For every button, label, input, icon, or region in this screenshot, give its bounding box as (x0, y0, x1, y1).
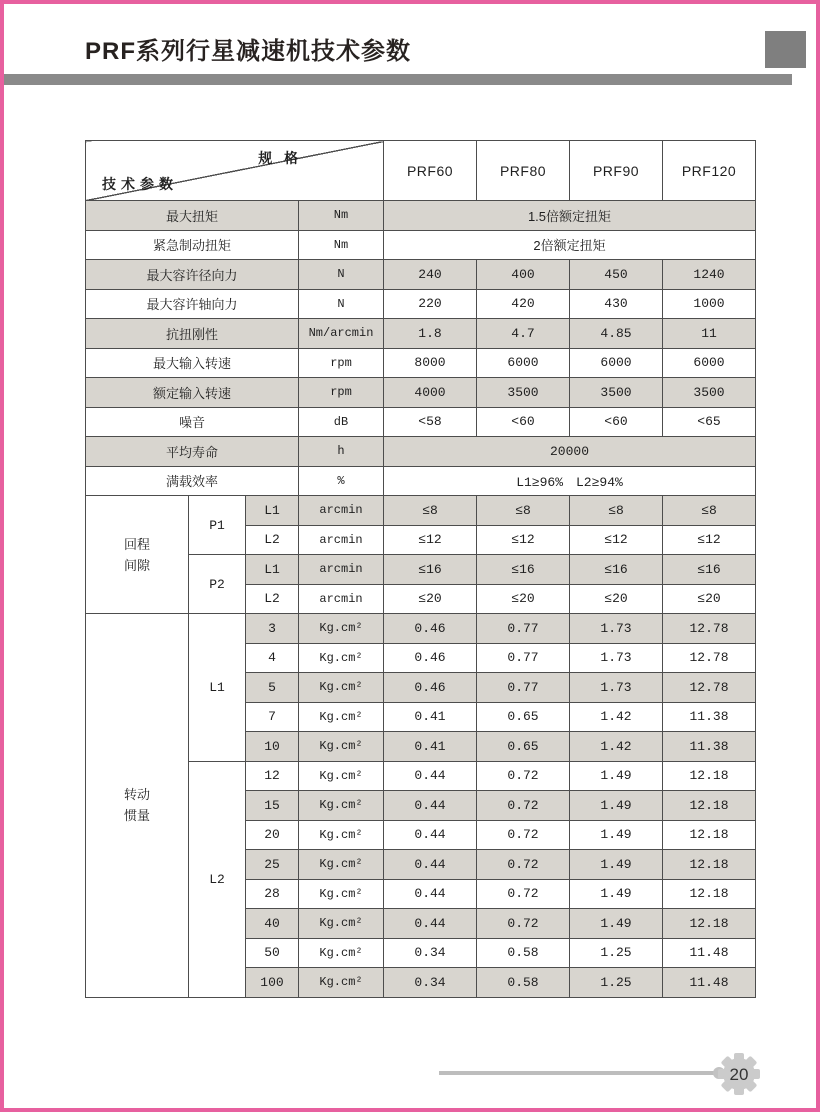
value-cell: ≤20 (570, 584, 663, 614)
page-title: PRF系列行星减速机技术参数 (85, 38, 411, 65)
section-label-inertia: 转动惯量 (86, 614, 189, 998)
value-cell: 450 (570, 260, 663, 290)
unit-cell: % (299, 466, 384, 496)
value-cell: 6000 (477, 348, 570, 378)
value-cell: ≤20 (384, 584, 477, 614)
value-cell: 0.58 (477, 938, 570, 968)
unit-cell: arcmin (299, 555, 384, 585)
value-cell: 1.49 (570, 820, 663, 850)
value-cell: 3500 (477, 378, 570, 408)
value-cell: 4.7 (477, 319, 570, 349)
param-name-cell: 最大容许轴向力 (86, 289, 299, 319)
value-cell: 3500 (663, 378, 756, 408)
stage-cell: L1 (246, 555, 299, 585)
unit-cell: Nm (299, 201, 384, 231)
span-value-cell: 2倍额定扭矩 (384, 230, 756, 260)
param-name-cell: 平均寿命 (86, 437, 299, 467)
unit-cell: Nm/arcmin (299, 319, 384, 349)
value-cell: 0.44 (384, 820, 477, 850)
value-cell: 0.34 (384, 968, 477, 998)
unit-cell: N (299, 260, 384, 290)
value-cell: ≤12 (570, 525, 663, 555)
unit-cell: Kg.cm² (299, 702, 384, 732)
value-cell: 1.73 (570, 673, 663, 703)
value-cell: 1.25 (570, 968, 663, 998)
value-cell: 11.38 (663, 732, 756, 762)
value-cell: 1.49 (570, 909, 663, 939)
ratio-cell: 40 (246, 909, 299, 939)
value-cell: 6000 (570, 348, 663, 378)
unit-cell: Nm (299, 230, 384, 260)
section-label-backlash: 回程间隙 (86, 496, 189, 614)
value-cell: 0.58 (477, 968, 570, 998)
value-cell: 11.38 (663, 702, 756, 732)
value-cell: 400 (477, 260, 570, 290)
page-number-gear-icon (716, 1051, 762, 1097)
unit-cell: Kg.cm² (299, 614, 384, 644)
model-header-prf60: PRF60 (384, 141, 477, 201)
value-cell: 0.72 (477, 850, 570, 880)
param-name-cell: 抗扭刚性 (86, 319, 299, 349)
value-cell: 11 (663, 319, 756, 349)
span-value-cell: 1.5倍额定扭矩 (384, 201, 756, 231)
header-param-label: 技术参数 (102, 176, 178, 192)
value-cell: ≤16 (384, 555, 477, 585)
value-cell: 12.18 (663, 791, 756, 821)
value-cell: <65 (663, 407, 756, 437)
value-cell: 1240 (663, 260, 756, 290)
param-name-cell: 满载效率 (86, 466, 299, 496)
value-cell: <58 (384, 407, 477, 437)
unit-cell: rpm (299, 378, 384, 408)
diagonal-header-cell (86, 141, 384, 201)
param-name-cell: 紧急制动扭矩 (86, 230, 299, 260)
param-name-cell: 噪音 (86, 407, 299, 437)
ratio-cell: 7 (246, 702, 299, 732)
value-cell: ≤8 (384, 496, 477, 526)
value-cell: 240 (384, 260, 477, 290)
value-cell: 0.72 (477, 909, 570, 939)
value-cell: 1.73 (570, 614, 663, 644)
value-cell: ≤8 (477, 496, 570, 526)
value-cell: 430 (570, 289, 663, 319)
value-cell: 8000 (384, 348, 477, 378)
value-cell: 0.44 (384, 791, 477, 821)
unit-cell: Kg.cm² (299, 909, 384, 939)
value-cell: ≤20 (477, 584, 570, 614)
value-cell: 0.77 (477, 673, 570, 703)
param-name-cell: 最大输入转速 (86, 348, 299, 378)
ratio-cell: 10 (246, 732, 299, 762)
precision-level-cell: P2 (189, 555, 246, 614)
value-cell: 0.44 (384, 850, 477, 880)
value-cell: 12.78 (663, 673, 756, 703)
value-cell: 1.49 (570, 879, 663, 909)
value-cell: 11.48 (663, 968, 756, 998)
unit-cell: arcmin (299, 584, 384, 614)
value-cell: ≤20 (663, 584, 756, 614)
value-cell: ≤8 (570, 496, 663, 526)
span-value-cell: L1≥96% L2≥94% (384, 466, 756, 496)
value-cell: ≤12 (477, 525, 570, 555)
value-cell: 0.72 (477, 791, 570, 821)
unit-cell: h (299, 437, 384, 467)
value-cell: 420 (477, 289, 570, 319)
value-cell: 0.77 (477, 614, 570, 644)
value-cell: 1.25 (570, 938, 663, 968)
model-header-prf90: PRF90 (570, 141, 663, 201)
value-cell: 4.85 (570, 319, 663, 349)
value-cell: 12.78 (663, 614, 756, 644)
stage-cell: L2 (246, 525, 299, 555)
value-cell: 220 (384, 289, 477, 319)
spec-table (85, 140, 756, 998)
unit-cell: Kg.cm² (299, 850, 384, 880)
value-cell: 1.73 (570, 643, 663, 673)
value-cell: 0.41 (384, 732, 477, 762)
value-cell: 1.49 (570, 850, 663, 880)
model-header-prf120: PRF120 (663, 141, 756, 201)
value-cell: ≤12 (663, 525, 756, 555)
value-cell: 6000 (663, 348, 756, 378)
value-cell: <60 (477, 407, 570, 437)
value-cell: 12.18 (663, 761, 756, 791)
value-cell: 0.65 (477, 732, 570, 762)
span-value-cell: 20000 (384, 437, 756, 467)
unit-cell: Kg.cm² (299, 938, 384, 968)
footer-rule-line (439, 1071, 719, 1075)
param-name-cell: 额定输入转速 (86, 378, 299, 408)
param-name-cell: 最大容许径向力 (86, 260, 299, 290)
value-cell: 0.72 (477, 879, 570, 909)
value-cell: ≤8 (663, 496, 756, 526)
unit-cell: Kg.cm² (299, 820, 384, 850)
value-cell: 1000 (663, 289, 756, 319)
header-spec-label: 规 格 (258, 150, 303, 166)
ratio-cell: 3 (246, 614, 299, 644)
value-cell: 12.18 (663, 820, 756, 850)
ratio-cell: 100 (246, 968, 299, 998)
title-underline-bar (4, 74, 792, 85)
unit-cell: Kg.cm² (299, 791, 384, 821)
value-cell: 0.44 (384, 909, 477, 939)
unit-cell: arcmin (299, 496, 384, 526)
corner-decoration-square (765, 31, 806, 68)
ratio-cell: 4 (246, 643, 299, 673)
value-cell: 0.41 (384, 702, 477, 732)
value-cell: 1.49 (570, 791, 663, 821)
param-name-cell: 最大扭矩 (86, 201, 299, 231)
value-cell: 0.44 (384, 761, 477, 791)
unit-cell: arcmin (299, 525, 384, 555)
ratio-cell: 5 (246, 673, 299, 703)
value-cell: 0.77 (477, 643, 570, 673)
value-cell: 0.46 (384, 614, 477, 644)
unit-cell: Kg.cm² (299, 673, 384, 703)
value-cell: 1.42 (570, 702, 663, 732)
stage-cell: L1 (246, 496, 299, 526)
ratio-cell: 15 (246, 791, 299, 821)
value-cell: 0.46 (384, 643, 477, 673)
ratio-cell: 50 (246, 938, 299, 968)
value-cell: 12.18 (663, 850, 756, 880)
unit-cell: N (299, 289, 384, 319)
stage-cell: L2 (189, 761, 246, 997)
unit-cell: dB (299, 407, 384, 437)
ratio-cell: 12 (246, 761, 299, 791)
value-cell: 1.42 (570, 732, 663, 762)
unit-cell: Kg.cm² (299, 879, 384, 909)
value-cell: ≤12 (384, 525, 477, 555)
unit-cell: Kg.cm² (299, 643, 384, 673)
ratio-cell: 20 (246, 820, 299, 850)
value-cell: 11.48 (663, 938, 756, 968)
unit-cell: Kg.cm² (299, 761, 384, 791)
value-cell: 12.78 (663, 643, 756, 673)
stage-cell: L2 (246, 584, 299, 614)
precision-level-cell: P1 (189, 496, 246, 555)
value-cell: 1.49 (570, 761, 663, 791)
value-cell: 12.18 (663, 879, 756, 909)
value-cell: 0.72 (477, 820, 570, 850)
value-cell: 0.65 (477, 702, 570, 732)
value-cell: ≤16 (477, 555, 570, 585)
value-cell: 1.8 (384, 319, 477, 349)
value-cell: 4000 (384, 378, 477, 408)
value-cell: 0.34 (384, 938, 477, 968)
value-cell: 0.46 (384, 673, 477, 703)
value-cell: 0.72 (477, 761, 570, 791)
page-number: 20 (729, 1065, 749, 1084)
value-cell: 12.18 (663, 909, 756, 939)
model-header-prf80: PRF80 (477, 141, 570, 201)
value-cell: ≤16 (570, 555, 663, 585)
stage-cell: L1 (189, 614, 246, 762)
value-cell: <60 (570, 407, 663, 437)
value-cell: 3500 (570, 378, 663, 408)
value-cell: ≤16 (663, 555, 756, 585)
ratio-cell: 28 (246, 879, 299, 909)
unit-cell: Kg.cm² (299, 732, 384, 762)
unit-cell: Kg.cm² (299, 968, 384, 998)
value-cell: 0.44 (384, 879, 477, 909)
unit-cell: rpm (299, 348, 384, 378)
ratio-cell: 25 (246, 850, 299, 880)
